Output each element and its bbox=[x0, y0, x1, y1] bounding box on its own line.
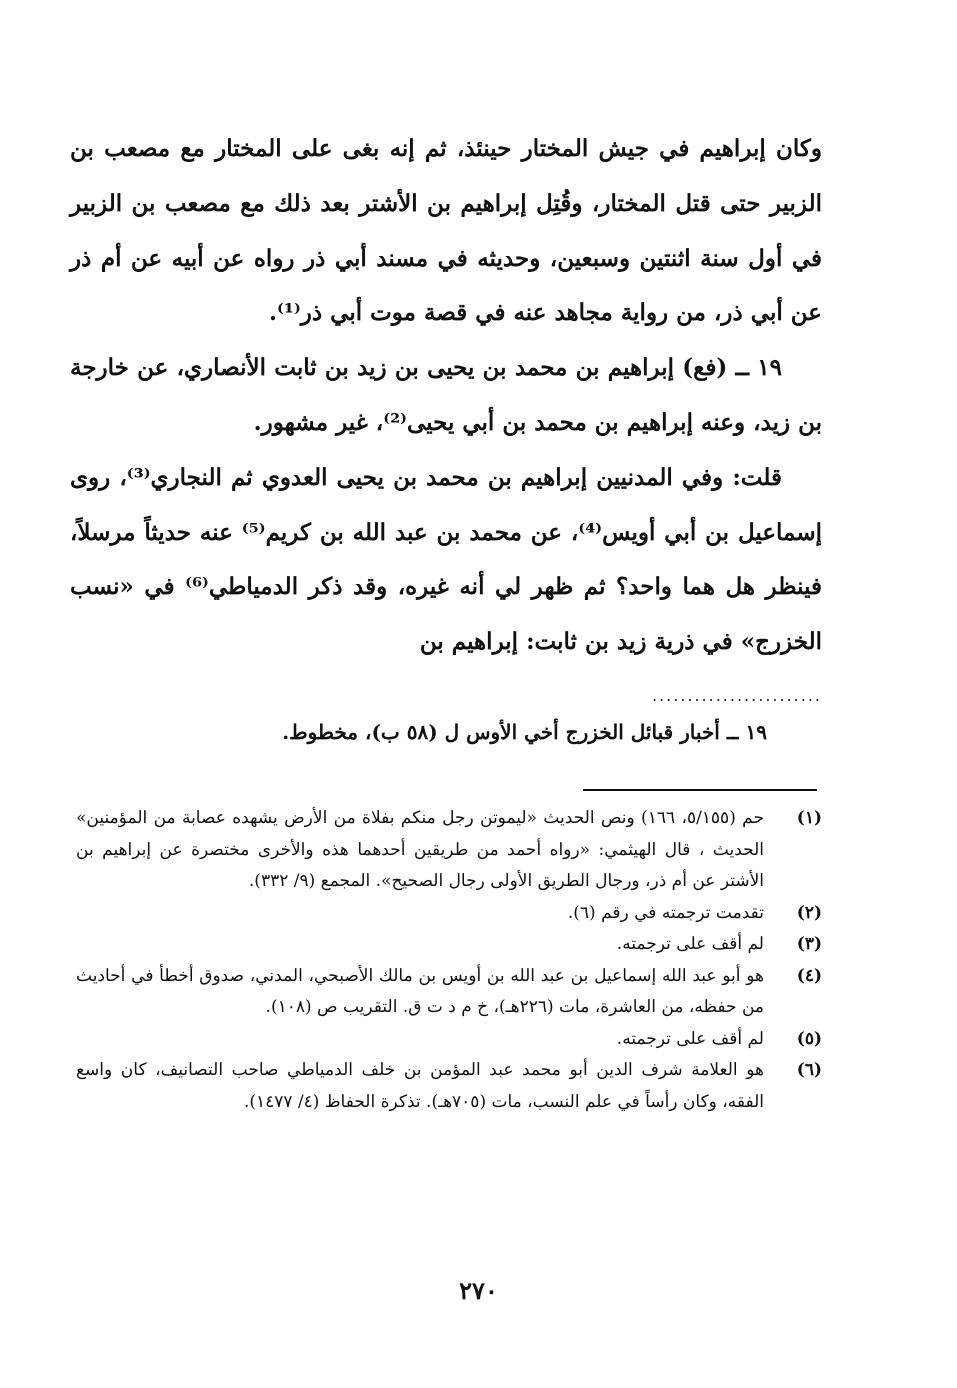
footnote-text: هو أبو عبد الله إسماعيل بن عبد الله بن أويس بن مالك الأصبحي، المدني، صدوق أخطأ في أحاديث من حفظه، من العاشرة، مات (٢٢٦هـ)، خ م د ت ق. التقريب ص (١٠٨). bbox=[76, 965, 764, 1017]
footnote-number: (٢) bbox=[796, 902, 822, 923]
page-number: ٢٧٠ bbox=[459, 1276, 498, 1305]
footnote-separator bbox=[583, 789, 817, 791]
footnote-item bbox=[76, 961, 822, 1024]
body-paragraph: قلت: وفي المدنيين إبراهيم بن محمد بن يحيى العدوي ثم النجاري⁽³⁾، روى إسماعيل بن أبي أويس⁽⁴⁾، عن محمد بن عبد الله بن كريم⁽⁵⁾ عنه حديثاً مرسلاً، فينظر هل هما واحد؟ ثم ظهر لي أنه غيره، وقد ذكر الدمياطي⁽⁶⁾ في «نسب الخزرج» في ذرية زيد بن ثابت: إبراهيم بن bbox=[70, 463, 823, 656]
footnote-number: (٥) bbox=[796, 1028, 822, 1049]
body-paragraph: وكان إبراهيم في جيش المختار حينئذ، ثم إنه بغى على المختار مع مصعب بن الزبير حتى قتل المختار، وقُتِل إبراهيم بن الأشتر بعد ذلك مع مصعب بن الزبير في أول سنة اثنتين وسبعين، وحديثه في مسند أبي ذر رواه عن أبيه عن أم ذر عن أبي ذر، من رواية مجاهد عنه في قصة موت أبي ذر⁽¹⁾. bbox=[70, 135, 822, 327]
footnote-text: لم أقف على ترجمته. bbox=[616, 1028, 764, 1049]
continuation-dots: ........................ bbox=[651, 686, 822, 705]
footnote-number: (٦) bbox=[796, 1060, 822, 1080]
footnote-text: هو العلامة شرف الدين أبو محمد عبد المؤمن بن خلف الدمياطي صاحب التصانيف، كان واسع الفقه، وكان رأساً في علم النسب، مات (٧٠٥هـ). تذكرة الحفاظ (٤/ ١٤٧٧). bbox=[76, 1060, 764, 1112]
footnote-text: حم (٥/١٥٥، ١٦٦) ونص الحديث «ليموتن رجل منكم بفلاة من الأرض يشهده عصابة من المؤمنين» الحديث ، قال الهيثمي: «رواه أحمد من طريقين أحدهما هذه والأخرى مختصرة عن إبراهيم بن الأشتر عن أم ذر، ورجال الطريق الأولى رجال الصحيح». المجمع (٩/ ٣٣٢). bbox=[76, 808, 765, 891]
main-text bbox=[70, 122, 822, 670]
footnote-number: (١) bbox=[796, 808, 822, 828]
footnotes bbox=[76, 803, 822, 1118]
footnote-number: (٤) bbox=[796, 965, 822, 986]
footnote-item bbox=[76, 929, 822, 961]
footnote-item bbox=[76, 898, 822, 930]
footnote-item bbox=[76, 803, 822, 898]
footnote-text: تقدمت ترجمته في رقم (٦). bbox=[567, 902, 764, 923]
source-note: ١٩ ــ أخبار قبائل الخزرج أخي الأوس ل (٥٨ ب)، مخطوط. bbox=[282, 720, 767, 744]
body-paragraph-entry-19: ١٩ ــ (فع) إبراهيم بن محمد بن يحيى بن زيد بن ثابت الأنصاري، عن خارجة بن زيد، وعنه إبراهيم بن محمد بن أبي يحيى⁽²⁾، غير مشهور. bbox=[70, 354, 822, 436]
footnote-number: (٣) bbox=[796, 934, 822, 954]
footnote-text: لم أقف على ترجمته. bbox=[616, 934, 764, 954]
footnote-item bbox=[76, 1055, 822, 1118]
footnote-item bbox=[76, 1024, 822, 1056]
